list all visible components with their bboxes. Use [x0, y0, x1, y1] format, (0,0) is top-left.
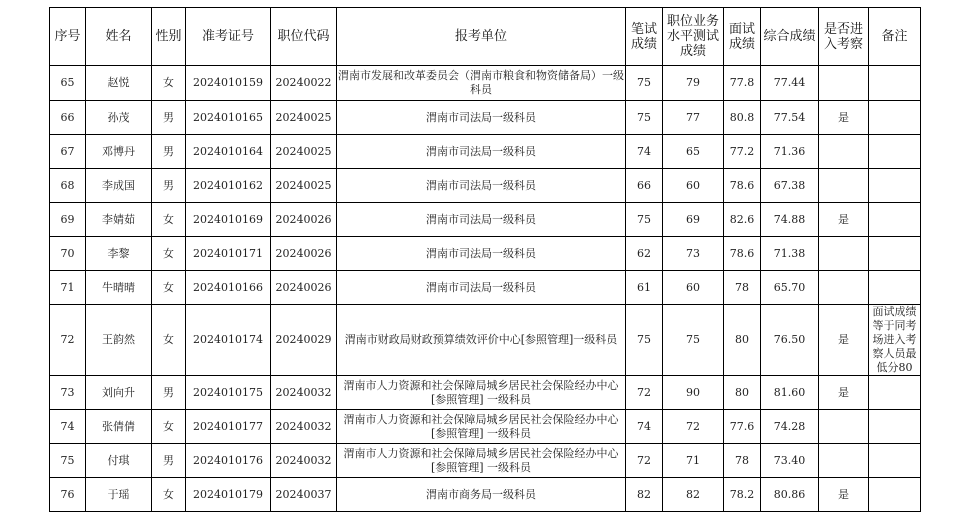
- cell-seq: 69: [50, 203, 86, 237]
- header-name: 姓名: [86, 8, 152, 66]
- cell-unit: 渭南市财政局财政预算绩效评价中心[参照管理]一级科员: [337, 305, 626, 376]
- cell-interview: 78: [724, 271, 761, 305]
- table-row: [50, 410, 921, 444]
- cell-note: [869, 169, 921, 203]
- table-row: [50, 135, 921, 169]
- cell-inspect: 是: [819, 478, 869, 512]
- cell-ticket: 2024010162: [186, 169, 271, 203]
- cell-professional: 60: [663, 169, 724, 203]
- cell-professional: 72: [663, 410, 724, 444]
- header-gender: 性别: [152, 8, 186, 66]
- cell-code: 20240026: [271, 203, 337, 237]
- cell-seq: 68: [50, 169, 86, 203]
- cell-gender: 女: [152, 410, 186, 444]
- cell-code: 20240037: [271, 478, 337, 512]
- cell-interview: 77.8: [724, 66, 761, 101]
- cell-note: 面试成绩等于同考场进入考察人员最低分80: [869, 305, 921, 376]
- cell-written: 72: [626, 376, 663, 410]
- cell-code: 20240025: [271, 135, 337, 169]
- cell-name: 李黎: [86, 237, 152, 271]
- cell-total: 65.70: [761, 271, 819, 305]
- cell-unit: 渭南市人力资源和社会保障局城乡居民社会保险经办中心[参照管理] 一级科员: [337, 444, 626, 478]
- cell-professional: 73: [663, 237, 724, 271]
- cell-inspect: 是: [819, 203, 869, 237]
- header-written: 笔试成绩: [626, 8, 663, 66]
- cell-code: 20240025: [271, 101, 337, 135]
- cell-name: 赵悦: [86, 66, 152, 101]
- cell-total: 77.44: [761, 66, 819, 101]
- cell-written: 75: [626, 203, 663, 237]
- header-inspect: 是否进入考察: [819, 8, 869, 66]
- cell-unit: 渭南市司法局一级科员: [337, 169, 626, 203]
- cell-interview: 78: [724, 444, 761, 478]
- table-row: [50, 444, 921, 478]
- header-seq: 序号: [50, 8, 86, 66]
- table-row: [50, 237, 921, 271]
- cell-ticket: 2024010169: [186, 203, 271, 237]
- cell-written: 74: [626, 135, 663, 169]
- cell-seq: 75: [50, 444, 86, 478]
- header-row: [50, 8, 921, 66]
- cell-note: [869, 376, 921, 410]
- cell-professional: 71: [663, 444, 724, 478]
- cell-written: 74: [626, 410, 663, 444]
- cell-total: 71.38: [761, 237, 819, 271]
- table-row: [50, 101, 921, 135]
- cell-gender: 男: [152, 101, 186, 135]
- cell-interview: 78.6: [724, 237, 761, 271]
- cell-total: 76.50: [761, 305, 819, 376]
- header-unit: 报考单位: [337, 8, 626, 66]
- cell-interview: 80: [724, 376, 761, 410]
- cell-note: [869, 135, 921, 169]
- cell-inspect: 是: [819, 305, 869, 376]
- cell-code: 20240032: [271, 444, 337, 478]
- cell-unit: 渭南市人力资源和社会保障局城乡居民社会保险经办中心[参照管理] 一级科员: [337, 376, 626, 410]
- cell-ticket: 2024010175: [186, 376, 271, 410]
- cell-note: [869, 410, 921, 444]
- cell-seq: 73: [50, 376, 86, 410]
- cell-ticket: 2024010179: [186, 478, 271, 512]
- cell-written: 62: [626, 237, 663, 271]
- cell-interview: 78.2: [724, 478, 761, 512]
- cell-interview: 77.6: [724, 410, 761, 444]
- cell-unit: 渭南市司法局一级科员: [337, 271, 626, 305]
- cell-total: 67.38: [761, 169, 819, 203]
- cell-name: 孙茂: [86, 101, 152, 135]
- cell-inspect: [819, 169, 869, 203]
- cell-interview: 77.2: [724, 135, 761, 169]
- cell-ticket: 2024010166: [186, 271, 271, 305]
- results-table: [49, 7, 921, 512]
- cell-unit: 渭南市司法局一级科员: [337, 135, 626, 169]
- cell-interview: 80.8: [724, 101, 761, 135]
- table-row: [50, 376, 921, 410]
- header-note: 备注: [869, 8, 921, 66]
- cell-gender: 女: [152, 237, 186, 271]
- cell-name: 张倩倩: [86, 410, 152, 444]
- cell-gender: 男: [152, 444, 186, 478]
- cell-code: 20240025: [271, 169, 337, 203]
- cell-gender: 女: [152, 305, 186, 376]
- cell-note: [869, 478, 921, 512]
- cell-name: 李婧茹: [86, 203, 152, 237]
- cell-unit: 渭南市商务局一级科员: [337, 478, 626, 512]
- cell-inspect: [819, 237, 869, 271]
- cell-written: 66: [626, 169, 663, 203]
- table-row: [50, 305, 921, 376]
- header-code: 职位代码: [271, 8, 337, 66]
- cell-unit: 渭南市司法局一级科员: [337, 237, 626, 271]
- cell-written: 75: [626, 305, 663, 376]
- cell-note: [869, 271, 921, 305]
- cell-code: 20240022: [271, 66, 337, 101]
- cell-seq: 72: [50, 305, 86, 376]
- cell-total: 80.86: [761, 478, 819, 512]
- cell-code: 20240032: [271, 376, 337, 410]
- cell-note: [869, 203, 921, 237]
- cell-ticket: 2024010171: [186, 237, 271, 271]
- cell-written: 75: [626, 66, 663, 101]
- header-ticket: 准考证号: [186, 8, 271, 66]
- cell-name: 牛晴晴: [86, 271, 152, 305]
- cell-total: 71.36: [761, 135, 819, 169]
- cell-unit: 渭南市司法局一级科员: [337, 203, 626, 237]
- table-row: [50, 478, 921, 512]
- table-body: [50, 66, 921, 512]
- cell-written: 61: [626, 271, 663, 305]
- cell-unit: 渭南市司法局一级科员: [337, 101, 626, 135]
- cell-total: 77.54: [761, 101, 819, 135]
- cell-professional: 90: [663, 376, 724, 410]
- cell-professional: 82: [663, 478, 724, 512]
- cell-inspect: 是: [819, 376, 869, 410]
- cell-seq: 70: [50, 237, 86, 271]
- cell-note: [869, 101, 921, 135]
- header-total: 综合成绩: [761, 8, 819, 66]
- cell-seq: 74: [50, 410, 86, 444]
- cell-inspect: [819, 135, 869, 169]
- table-row: [50, 169, 921, 203]
- cell-professional: 75: [663, 305, 724, 376]
- cell-code: 20240029: [271, 305, 337, 376]
- cell-total: 74.28: [761, 410, 819, 444]
- cell-inspect: [819, 444, 869, 478]
- cell-seq: 71: [50, 271, 86, 305]
- cell-unit: 渭南市人力资源和社会保障局城乡居民社会保险经办中心[参照管理] 一级科员: [337, 410, 626, 444]
- cell-gender: 女: [152, 271, 186, 305]
- cell-gender: 女: [152, 203, 186, 237]
- cell-total: 81.60: [761, 376, 819, 410]
- header-interview: 面试成绩: [724, 8, 761, 66]
- cell-gender: 男: [152, 169, 186, 203]
- cell-gender: 女: [152, 66, 186, 101]
- cell-code: 20240032: [271, 410, 337, 444]
- cell-professional: 65: [663, 135, 724, 169]
- cell-professional: 77: [663, 101, 724, 135]
- cell-written: 82: [626, 478, 663, 512]
- cell-seq: 67: [50, 135, 86, 169]
- cell-interview: 82.6: [724, 203, 761, 237]
- cell-professional: 69: [663, 203, 724, 237]
- cell-ticket: 2024010159: [186, 66, 271, 101]
- cell-name: 李成国: [86, 169, 152, 203]
- cell-interview: 80: [724, 305, 761, 376]
- cell-seq: 66: [50, 101, 86, 135]
- cell-inspect: [819, 410, 869, 444]
- cell-code: 20240026: [271, 237, 337, 271]
- cell-inspect: 是: [819, 101, 869, 135]
- cell-total: 73.40: [761, 444, 819, 478]
- cell-ticket: 2024010177: [186, 410, 271, 444]
- cell-ticket: 2024010174: [186, 305, 271, 376]
- table-row: [50, 271, 921, 305]
- cell-name: 邓博丹: [86, 135, 152, 169]
- cell-seq: 65: [50, 66, 86, 101]
- cell-note: [869, 444, 921, 478]
- cell-total: 74.88: [761, 203, 819, 237]
- header-professional: 职位业务水平测试成绩: [663, 8, 724, 66]
- cell-note: [869, 237, 921, 271]
- cell-gender: 男: [152, 135, 186, 169]
- cell-name: 于瑶: [86, 478, 152, 512]
- cell-ticket: 2024010164: [186, 135, 271, 169]
- cell-note: [869, 66, 921, 101]
- cell-code: 20240026: [271, 271, 337, 305]
- cell-name: 付琪: [86, 444, 152, 478]
- cell-inspect: [819, 271, 869, 305]
- table-row: [50, 66, 921, 101]
- table-row: [50, 203, 921, 237]
- cell-name: 刘向升: [86, 376, 152, 410]
- cell-professional: 60: [663, 271, 724, 305]
- cell-inspect: [819, 66, 869, 101]
- cell-seq: 76: [50, 478, 86, 512]
- cell-ticket: 2024010165: [186, 101, 271, 135]
- cell-interview: 78.6: [724, 169, 761, 203]
- cell-unit: 渭南市发展和改革委员会（渭南市粮食和物资储备局）一级科员: [337, 66, 626, 101]
- cell-written: 72: [626, 444, 663, 478]
- cell-professional: 79: [663, 66, 724, 101]
- cell-gender: 女: [152, 478, 186, 512]
- cell-written: 75: [626, 101, 663, 135]
- cell-name: 王韵然: [86, 305, 152, 376]
- cell-ticket: 2024010176: [186, 444, 271, 478]
- cell-gender: 男: [152, 376, 186, 410]
